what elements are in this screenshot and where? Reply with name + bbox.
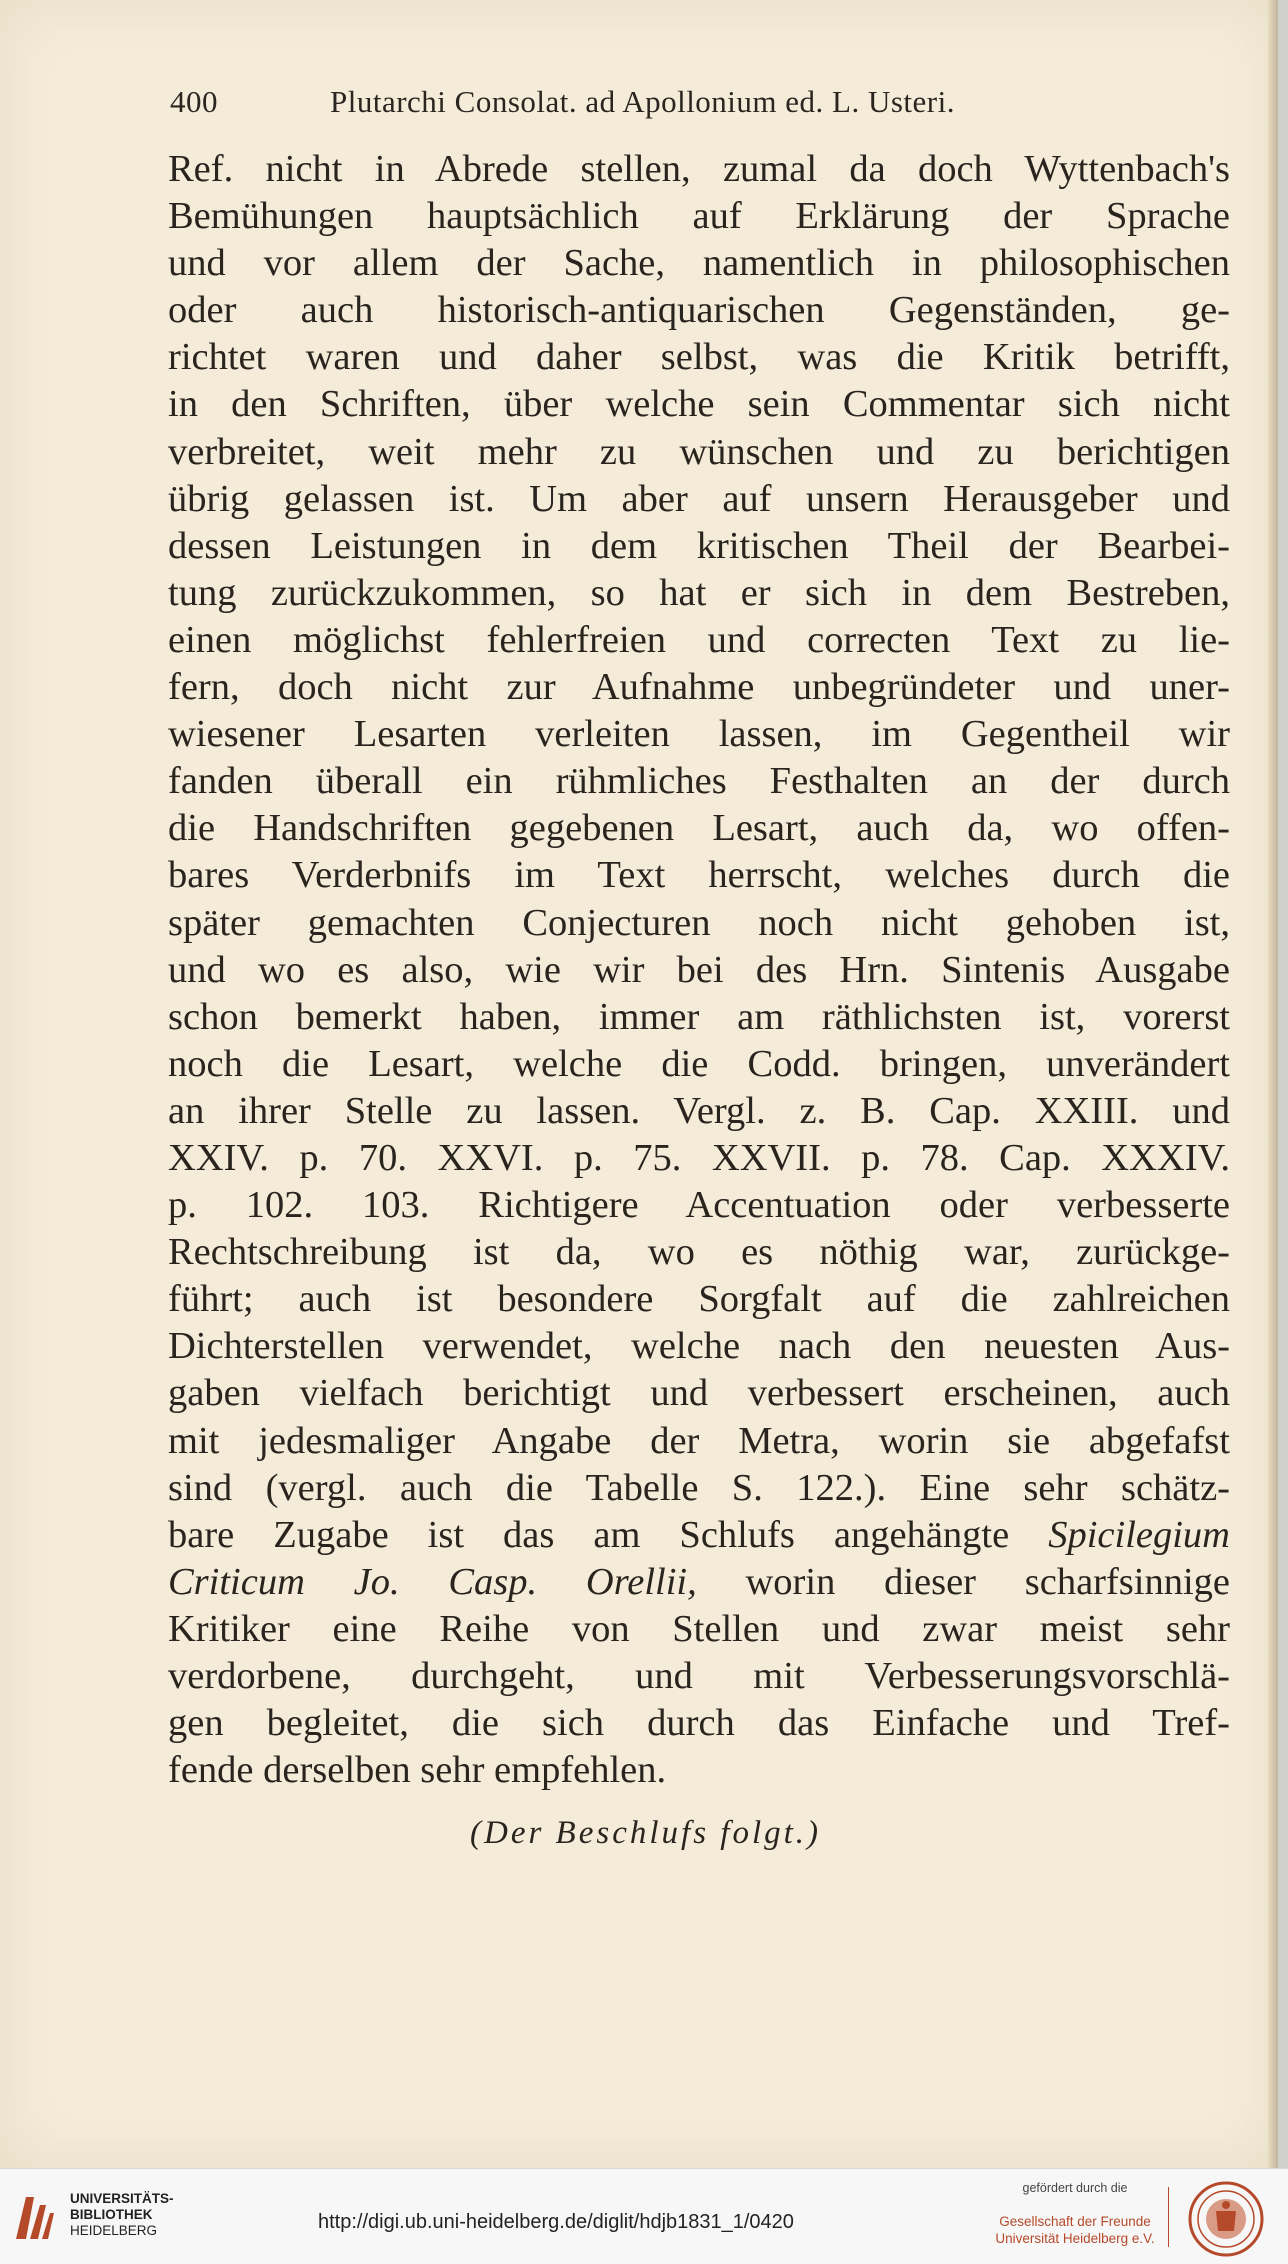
italic-title: Criticum Jo. Casp. Orellii, [168, 1560, 697, 1603]
sponsor-label: gefördert durch die [1022, 2181, 1128, 2195]
text-line: schon bemerkt haben, immer am räthlichsten ist, vorerst [168, 995, 1230, 1038]
text-fragment: worin dieser scharfsinnige [745, 1560, 1231, 1603]
text-line: richtet waren und daher selbst, was die Kritik betrifft, [168, 336, 1230, 379]
text-line: sind (vergl. auch die Tabelle S. 122.). Eine sehr schätz- [168, 1466, 1230, 1509]
text-line: gen begleitet, die sich durch das Einfache und Tref- [168, 1702, 1230, 1745]
text-line: mit jedesmaliger Angabe der Metra, worin sie abgefafst [168, 1419, 1230, 1462]
page-edge [1268, 0, 1278, 2168]
library-name-line: BIBLIOTHEK [70, 2207, 153, 2222]
footer-bar [0, 2168, 1288, 2264]
text-line: übrig gelassen ist. Um aber auf unsern Herausgeber und [168, 477, 1230, 520]
sponsor-block [975, 2181, 1175, 2247]
text-line: an ihrer Stelle zu lassen. Vergl. z. B. Cap. XXIII. und [168, 1089, 1230, 1132]
body-text [168, 146, 1230, 1794]
library-logo-icon [12, 2191, 56, 2243]
text-fragment: bare Zugabe ist das am Schlufs angehängte [168, 1513, 1010, 1556]
text-line: die Handschriften gegebenen Lesart, auch da, wo offen- [168, 807, 1230, 850]
text-line: gaben vielfach berichtigt und verbessert erscheinen, auch [168, 1372, 1230, 1415]
permalink-url[interactable]: http://digi.ub.uni-heidelberg.de/diglit/hdjb1831_1/0420 [318, 2211, 794, 2233]
text-line: verdorbene, durchgeht, und mit Verbesserungsvorschlä- [168, 1655, 1230, 1697]
text-line: später gemachten Conjecturen noch nicht gehoben ist, [168, 901, 1230, 944]
running-title: Plutarchi Consolat. ad Apollonium ed. L. Usteri. [330, 84, 955, 119]
page-number: 400 [170, 84, 218, 119]
sponsor-divider [1168, 2187, 1169, 2247]
text-line: fende derselben sehr empfehlen. [168, 1749, 667, 1792]
text-line: in den Schriften, über welche sein Commentar sich nicht [168, 383, 1230, 426]
library-name [70, 2191, 210, 2239]
text-line: wiesener Lesarten verleiten lassen, im Gegentheil wir [168, 713, 1230, 756]
text-line: Dichterstellen verwendet, welche nach den neuesten Aus- [168, 1325, 1230, 1368]
text-line: einen möglichst fehlerfreien und correcten Text zu lie- [168, 618, 1230, 661]
text-line: Bemühungen hauptsächlich auf Erklärung der Sprache [168, 195, 1230, 238]
text-line [168, 1512, 1230, 1559]
text-line: fanden überall ein rühmliches Festhalten an der durch [168, 760, 1230, 803]
text-line: Rechtschreibung ist da, wo es nöthig war, zurückge- [168, 1231, 1230, 1274]
closing-note: (Der Beschlufs folgt.) [470, 1815, 822, 1851]
text-line: verbreitet, weit mehr zu wünschen und zu berichtigen [168, 430, 1230, 473]
text-line: führt; auch ist besondere Sorgfalt auf die zahlreichen [168, 1278, 1230, 1321]
library-name-line: UNIVERSITÄTS- [70, 2191, 174, 2206]
text-line: XXIV. p. 70. XXVI. p. 75. XXVII. p. 78. Cap. XXXIV. [168, 1136, 1230, 1179]
library-name-line: HEIDELBERG [70, 2223, 158, 2238]
text-line: Kritiker eine Reihe von Stellen und zwar meist sehr [168, 1607, 1230, 1650]
text-line: p. 102. 103. Richtigere Accentuation oder verbesserte [168, 1184, 1230, 1227]
text-line [168, 1559, 1230, 1606]
text-line: dessen Leistungen in dem kritischen Theil der Bearbei- [168, 524, 1230, 567]
text-line: tung zurückzukommen, so hat er sich in dem Bestreben, [168, 571, 1230, 614]
text-line: bares Verderbnifs im Text herrscht, welches durch die [168, 854, 1230, 897]
university-seal-icon [1188, 2181, 1264, 2257]
sponsor-org: Gesellschaft der Freunde [999, 2214, 1151, 2229]
text-line: oder auch historisch-antiquarischen Gegenständen, ge- [168, 289, 1230, 332]
text-line: fern, doch nicht zur Aufnahme unbegründeter und uner- [168, 666, 1230, 709]
text-line: und vor allem der Sache, namentlich in philosophischen [168, 242, 1230, 285]
text-line: noch die Lesart, welche die Codd. bringen, unverändert [168, 1042, 1230, 1085]
text-line: Ref. nicht in Abrede stellen, zumal da doch Wyttenbach's [168, 148, 1230, 190]
italic-title: Spicilegium [1048, 1513, 1230, 1556]
sponsor-org: Universität Heidelberg e.V. [995, 2231, 1155, 2246]
text-line: und wo es also, wie wir bei des Hrn. Sintenis Ausgabe [168, 948, 1230, 991]
